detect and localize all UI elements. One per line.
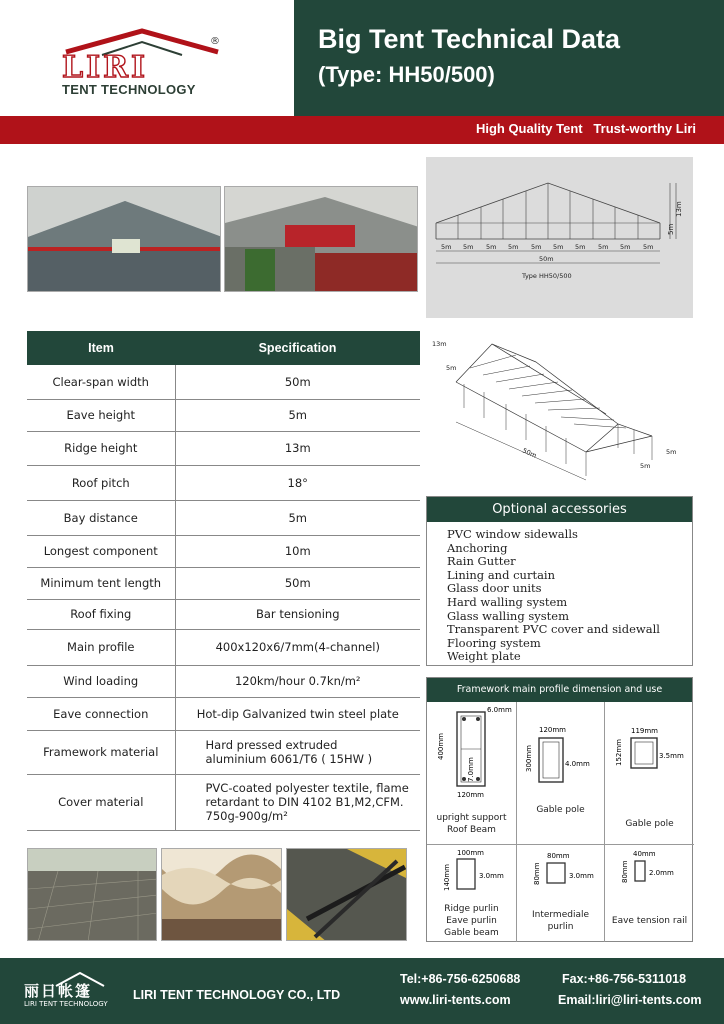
bay-label: 5m <box>553 243 564 251</box>
list-item: PVC window sidewalls <box>447 527 578 541</box>
item-cell: Framework material <box>27 730 175 774</box>
iso-length-label: 50m <box>521 446 538 460</box>
table-row <box>27 431 420 465</box>
ridge-height-label: 13m <box>675 201 683 217</box>
profile-caption: Ridge purlin <box>444 904 499 914</box>
spec-cell: 50m <box>175 365 420 399</box>
spec-cell: 120km/hour 0.7kn/m² <box>175 665 420 697</box>
profile-cell <box>427 702 517 845</box>
profile-cell <box>517 845 605 942</box>
bay-label: 5m <box>508 243 519 251</box>
item-cell: Clear-span width <box>27 365 175 399</box>
dim-label: 100mm <box>457 849 484 857</box>
item-cell: Wind loading <box>27 665 175 697</box>
bay-label: 5m <box>620 243 631 251</box>
item-cell: Longest component <box>27 535 175 567</box>
item-cell: Cover material <box>27 774 175 830</box>
spec-cell: Hot-dip Galvanized twin steel plate <box>175 697 420 730</box>
dim-label: 3.0mm <box>569 872 594 880</box>
tent-interior-photo-1 <box>27 186 221 292</box>
header-item: Item <box>27 331 175 365</box>
table-row <box>27 629 420 665</box>
tagline: High Quality Tent Trust-worthy Liri <box>475 121 696 136</box>
spec-cell: 5m <box>175 399 420 431</box>
list-item: Flooring system <box>447 635 541 650</box>
dim-label: 6.0mm <box>487 706 512 714</box>
dim-label: 2.0mm <box>649 869 674 877</box>
spec-line: PVC-coated polyester textile, flame <box>205 781 409 795</box>
table-row <box>27 599 420 629</box>
iso-bay-label: 5m <box>640 462 651 470</box>
dim-label: 120mm <box>539 726 566 734</box>
framework-title: Framework main profile dimension and use <box>427 678 692 702</box>
item-cell: Eave connection <box>27 697 175 730</box>
profile-cell <box>605 702 694 845</box>
profile-section-icon <box>517 845 605 905</box>
spec-table <box>27 331 420 831</box>
dim-label: 3.0mm <box>479 872 504 880</box>
footer-tel: Tel:+86-756-6250688 <box>400 972 521 986</box>
spec-cell <box>175 774 420 830</box>
list-item: Weight plate <box>447 649 521 664</box>
table-row <box>27 465 420 500</box>
item-cell: Eave height <box>27 399 175 431</box>
item-cell: Ridge height <box>27 431 175 465</box>
footer-logo-chinese: 丽日帐篷 <box>24 982 93 1000</box>
dim-label: 80mm <box>547 852 570 860</box>
profile-cell <box>605 845 694 942</box>
dim-label: 4.0mm <box>565 760 590 768</box>
page-title: Big Tent Technical Data <box>318 24 621 54</box>
list-item: Glass walling system <box>447 608 569 623</box>
spec-cell: 13m <box>175 431 420 465</box>
dim-label: 7.0mm <box>467 757 475 782</box>
logo-wordmark: LIRI <box>62 50 149 85</box>
dim-label: 119mm <box>631 727 658 735</box>
table-row <box>27 665 420 697</box>
spec-line: retardant to DIN 4102 B1,M2,CFM. <box>205 795 404 809</box>
logo-subtitle: TENT TECHNOLOGY <box>62 82 196 97</box>
bay-label: 5m <box>531 243 542 251</box>
profile-caption: Roof Beam <box>447 825 496 835</box>
table-row <box>27 774 420 830</box>
profile-caption: Gable pole <box>536 805 585 815</box>
profile-section-icon <box>517 702 605 812</box>
tent-isometric-drawing <box>426 322 693 490</box>
optional-accessories-box <box>426 496 693 666</box>
dim-label: 300mm <box>525 745 533 772</box>
tent-floor-photo <box>27 848 157 941</box>
footer-company-name: LIRI TENT TECHNOLOGY CO., LTD <box>133 988 341 1002</box>
list-item: Glass door units <box>447 581 542 596</box>
span-label: 50m <box>539 255 554 263</box>
table-row <box>27 697 420 730</box>
bay-label: 5m <box>643 243 654 251</box>
profile-cell <box>427 845 517 942</box>
dim-label: 3.5mm <box>659 752 684 760</box>
profile-caption: Intermediale <box>531 910 590 920</box>
header-spec: Specification <box>175 331 420 365</box>
dim-label: 40mm <box>633 850 656 858</box>
spec-line: Hard pressed extruded <box>205 738 338 752</box>
spec-cell: 10m <box>175 535 420 567</box>
profile-section-icon <box>427 702 517 812</box>
registered-mark: ® <box>210 36 220 47</box>
spec-cell: 5m <box>175 500 420 535</box>
page-subtitle: (Type: HH50/500) <box>318 62 495 87</box>
profile-caption: upright support <box>436 813 507 823</box>
dim-label: 120mm <box>457 791 484 799</box>
item-cell: Main profile <box>27 629 175 665</box>
accessories-title: Optional accessories <box>427 497 692 522</box>
table-row <box>27 730 420 774</box>
table-row <box>27 500 420 535</box>
dim-label: 80mm <box>533 862 541 885</box>
bay-label: 5m <box>486 243 497 251</box>
profile-caption: Gable beam <box>444 928 499 938</box>
list-item: Anchoring <box>447 540 508 555</box>
iso-bay-label: 5m <box>666 448 677 456</box>
footer-website-link[interactable]: www.liri-tents.com <box>400 993 511 1007</box>
item-cell: Minimum tent length <box>27 567 175 599</box>
table-row <box>27 567 420 599</box>
type-label: Type HH50/500 <box>522 272 572 280</box>
iso-eave-label: 5m <box>446 364 457 372</box>
dim-label: 400mm <box>437 733 445 760</box>
dim-label: 140mm <box>443 864 451 891</box>
footer-fax: Fax:+86-756-5311018 <box>562 972 687 986</box>
bay-label: 5m <box>575 243 586 251</box>
eave-height-label: 5m <box>667 223 675 235</box>
dim-label: 80mm <box>621 860 629 883</box>
bay-label: 5m <box>441 243 452 251</box>
list-item: Hard walling system <box>447 594 568 609</box>
tent-interior-photo-2 <box>224 186 418 292</box>
footer-logo-subtitle: LIRI TENT TECHNOLOGY <box>24 1000 108 1008</box>
table-row <box>27 365 420 399</box>
aluminium-profile-photo <box>286 848 407 941</box>
spec-line: aluminium 6061/T6 ( 15HW ) <box>205 752 373 766</box>
profile-caption: Eave purlin <box>446 916 497 926</box>
item-cell: Bay distance <box>27 500 175 535</box>
profile-section-icon <box>427 845 517 905</box>
spec-line: 750g-900g/m² <box>205 809 288 823</box>
spec-cell: 50m <box>175 567 420 599</box>
bay-label: 5m <box>598 243 609 251</box>
footer-email-link[interactable]: Email:liri@liri-tents.com <box>558 993 702 1007</box>
iso-ridge-label: 13m <box>432 340 447 348</box>
profile-caption: Gable pole <box>625 819 674 829</box>
dim-label: 152mm <box>615 739 623 766</box>
list-item: Lining and curtain <box>447 567 556 582</box>
item-cell: Roof pitch <box>27 465 175 500</box>
table-header-row <box>27 331 420 365</box>
list-item: Transparent PVC cover and sidewall <box>447 622 660 637</box>
profile-section-icon <box>605 845 694 905</box>
framework-profile-box <box>426 677 693 942</box>
table-row <box>27 399 420 431</box>
profile-section-icon <box>605 702 694 812</box>
table-row <box>27 535 420 567</box>
header-title-area <box>294 0 724 116</box>
spec-cell: 400x120x6/7mm(4-channel) <box>175 629 420 665</box>
spec-cell <box>175 730 420 774</box>
tent-lining-photo <box>161 848 282 941</box>
profile-caption: Eave tension rail <box>611 916 688 926</box>
accessories-list <box>427 522 692 664</box>
item-cell: Roof fixing <box>27 599 175 629</box>
spec-cell: Bar tensioning <box>175 599 420 629</box>
profile-cell <box>517 702 605 845</box>
bay-label: 5m <box>463 243 474 251</box>
spec-cell: 18° <box>175 465 420 500</box>
tent-front-elevation-drawing <box>426 157 693 318</box>
list-item: Rain Gutter <box>447 554 516 569</box>
profile-caption: purlin <box>547 922 574 932</box>
